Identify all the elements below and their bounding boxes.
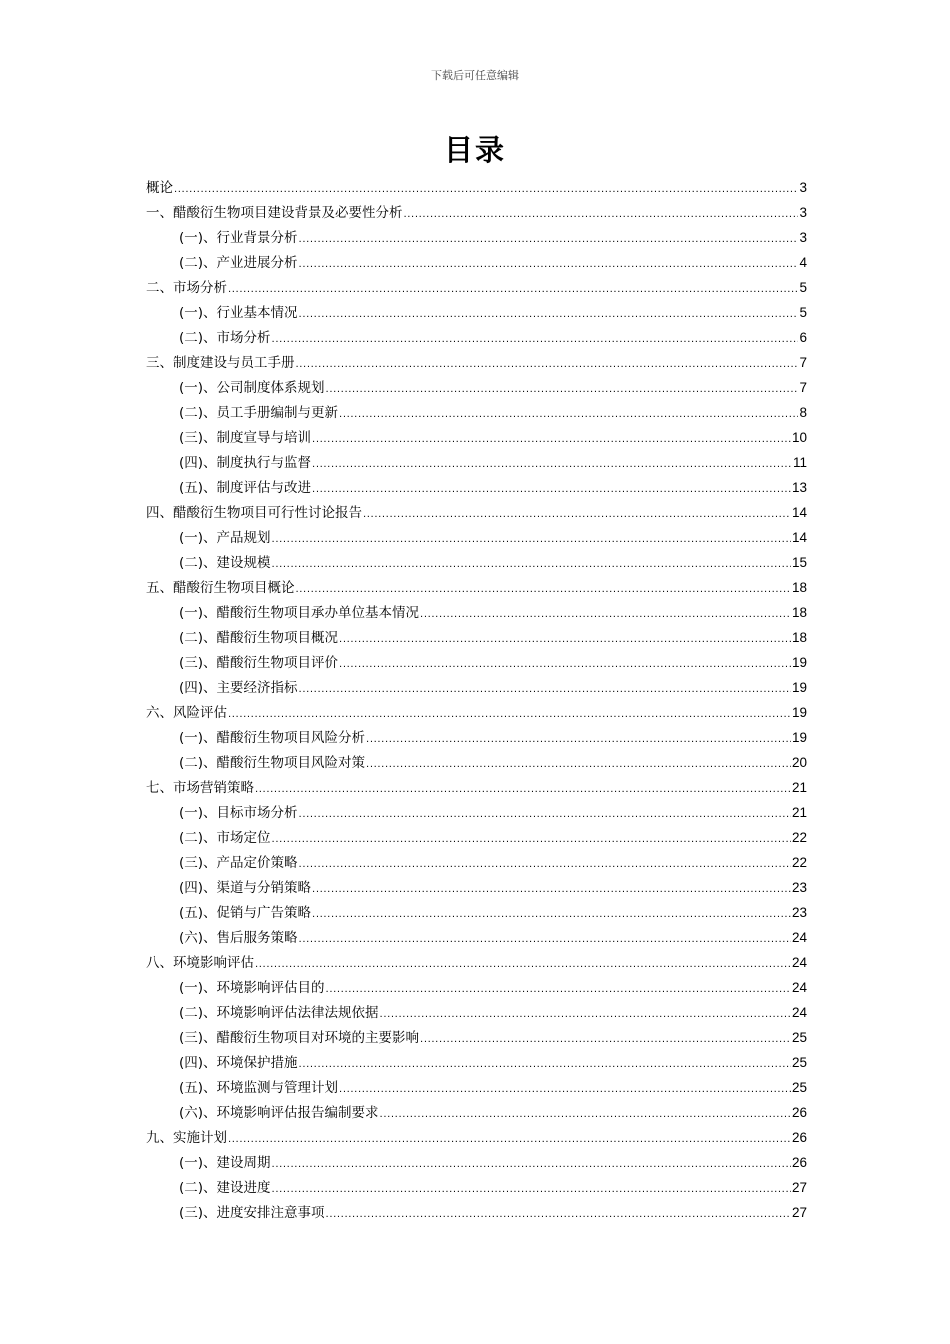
toc-entry-text: (二)、建设进度 [179, 1180, 271, 1196]
toc-dot-leader [404, 202, 799, 227]
toc-entry[interactable] [146, 1150, 807, 1175]
toc-entry-text: (三)、醋酸衍生物项目评价 [179, 655, 339, 671]
toc-page-number: 26 [791, 1155, 807, 1170]
toc-entry-text: (一)、建设周期 [179, 1155, 271, 1171]
toc-dot-leader [174, 177, 798, 202]
toc-page-number: 11 [792, 455, 807, 470]
toc-entry[interactable] [146, 675, 807, 700]
toc-dot-leader [228, 277, 798, 302]
toc-dot-leader [299, 927, 791, 952]
toc-page-number: 18 [791, 580, 807, 595]
toc-entry-text: (六)、环境影响评估报告编制要求 [179, 1105, 379, 1121]
toc-entry[interactable] [146, 775, 807, 800]
toc-dot-leader [272, 1152, 791, 1177]
toc-entry[interactable] [146, 400, 807, 425]
toc-entry-text: (三)、醋酸衍生物项目对环境的主要影响 [179, 1030, 420, 1046]
toc-dot-leader [339, 652, 791, 677]
toc-entry[interactable] [146, 650, 807, 675]
toc-title: 目录 [443, 133, 506, 167]
toc-entry-text: 四、醋酸衍生物项目可行性讨论报告 [146, 505, 362, 521]
toc-entry[interactable] [146, 325, 807, 350]
toc-entry-text: 九、实施计划 [146, 1130, 227, 1146]
toc-page-number: 19 [791, 730, 807, 745]
toc-entry-text: 一、醋酸衍生物项目建设背景及必要性分析 [146, 205, 403, 221]
toc-entry[interactable] [146, 275, 807, 300]
toc-page-number: 7 [799, 355, 807, 370]
toc-entry[interactable] [146, 900, 807, 925]
toc-entry-text: 五、醋酸衍生物项目概论 [146, 580, 295, 596]
toc-dot-leader [299, 252, 799, 277]
toc-dot-leader [272, 1177, 791, 1202]
toc-entry[interactable] [146, 575, 807, 600]
toc-dot-leader [339, 1077, 791, 1102]
toc-page-number: 21 [791, 780, 807, 795]
toc-entry-text: (五)、促销与广告策略 [179, 905, 312, 921]
toc-entry[interactable] [146, 725, 807, 750]
toc-entry[interactable] [146, 875, 807, 900]
toc-dot-leader [299, 677, 791, 702]
toc-entry[interactable] [146, 1175, 807, 1200]
toc-entry-text: (五)、制度评估与改进 [179, 480, 312, 496]
toc-entry-text: (三)、制度宣导与培训 [179, 430, 312, 446]
toc-page-number: 3 [799, 230, 807, 245]
toc-dot-leader [272, 527, 791, 552]
toc-entry[interactable] [146, 350, 807, 375]
toc-entry[interactable] [146, 475, 807, 500]
toc-entry[interactable] [146, 525, 807, 550]
toc-page-number: 25 [791, 1030, 807, 1045]
toc-entry[interactable] [146, 800, 807, 825]
toc-entry[interactable] [146, 1200, 807, 1225]
toc-entry[interactable] [146, 175, 807, 200]
toc-entry-text: (四)、制度执行与监督 [179, 455, 312, 471]
toc-entry[interactable] [146, 450, 807, 475]
toc-dot-leader [420, 602, 791, 627]
toc-entry-text: (二)、醋酸衍生物项目概况 [179, 630, 339, 646]
toc-entry[interactable] [146, 850, 807, 875]
toc-entry-text: (二)、环境影响评估法律法规依据 [179, 1005, 379, 1021]
toc-entry[interactable] [146, 200, 807, 225]
toc-page-number: 23 [791, 905, 807, 920]
toc-entry[interactable] [146, 750, 807, 775]
toc-entry-text: 三、制度建设与员工手册 [146, 355, 295, 371]
toc-dot-leader [299, 302, 799, 327]
toc-entry-text: (二)、产业进展分析 [179, 255, 298, 271]
toc-entry-text: 六、风险评估 [146, 705, 227, 721]
toc-entry-text: (四)、主要经济指标 [179, 680, 298, 696]
toc-dot-leader [255, 952, 791, 977]
toc-page-number: 18 [791, 630, 807, 645]
toc-entry[interactable] [146, 300, 807, 325]
toc-page-number: 27 [791, 1180, 807, 1195]
toc-dot-leader [228, 702, 791, 727]
toc-dot-leader [339, 402, 798, 427]
toc-page-number: 26 [791, 1105, 807, 1120]
toc-entry[interactable] [146, 700, 807, 725]
toc-entry-text: (一)、行业基本情况 [179, 305, 298, 321]
toc-dot-leader [380, 1102, 791, 1127]
toc-entry-text: (六)、售后服务策略 [179, 930, 298, 946]
toc-dot-leader [312, 877, 791, 902]
toc-dot-leader [272, 552, 791, 577]
toc-dot-leader [326, 377, 799, 402]
toc-dot-leader [272, 827, 791, 852]
toc-dot-leader [299, 227, 799, 252]
toc-page-number: 20 [791, 755, 807, 770]
toc-page-number: 23 [791, 880, 807, 895]
toc-dot-leader [299, 802, 791, 827]
toc-entry-text: (一)、醋酸衍生物项目风险分析 [179, 730, 366, 746]
toc-entry[interactable] [146, 250, 807, 275]
toc-dot-leader [326, 977, 791, 1002]
toc-dot-leader [296, 577, 791, 602]
toc-page-number: 14 [791, 505, 807, 520]
toc-entry[interactable] [146, 600, 807, 625]
toc-entry-text: (三)、产品定价策略 [179, 855, 298, 871]
toc-entry-text: (一)、目标市场分析 [179, 805, 298, 821]
toc-entry[interactable] [146, 625, 807, 650]
toc-page-number: 24 [791, 955, 807, 970]
toc-entry-text: 概论 [146, 180, 173, 196]
toc-page-number: 21 [791, 805, 807, 820]
toc-entry-text: 八、环境影响评估 [146, 955, 254, 971]
toc-entry[interactable] [146, 975, 807, 1000]
toc-entry-text: (一)、行业背景分析 [179, 230, 298, 246]
toc-page-number: 5 [799, 280, 807, 295]
toc-dot-leader [312, 902, 791, 927]
toc-entry-text: 二、市场分析 [146, 280, 227, 296]
toc-dot-leader [363, 502, 791, 527]
toc-entry-text: (五)、环境监测与管理计划 [179, 1080, 339, 1096]
toc-entry-text: (一)、产品规划 [179, 530, 271, 546]
toc-entry[interactable] [146, 925, 807, 950]
toc-entry[interactable] [146, 550, 807, 575]
toc-page-number: 3 [799, 180, 807, 195]
toc-entry-text: (三)、进度安排注意事项 [179, 1205, 325, 1221]
toc-dot-leader [366, 727, 791, 752]
toc-dot-leader [272, 327, 799, 352]
toc-page-number: 3 [799, 205, 807, 220]
toc-dot-leader [312, 427, 791, 452]
toc-dot-leader [366, 752, 791, 777]
toc-page-number: 8 [799, 405, 807, 420]
toc-dot-leader [299, 1052, 791, 1077]
toc-entry-text: (一)、醋酸衍生物项目承办单位基本情况 [179, 605, 420, 621]
toc-page-number: 24 [791, 930, 807, 945]
toc-entry-text: (二)、建设规模 [179, 555, 271, 571]
toc-entry-text: 七、市场营销策略 [146, 780, 254, 796]
toc-page-number: 19 [791, 680, 807, 695]
toc-entry[interactable] [146, 500, 807, 525]
toc-page-number: 5 [799, 305, 807, 320]
toc-entry-text: (一)、公司制度体系规划 [179, 380, 325, 396]
toc-entry[interactable] [146, 1100, 807, 1125]
toc-page-number: 15 [791, 555, 807, 570]
toc-page-number: 24 [791, 1005, 807, 1020]
toc-entry-text: (四)、环境保护措施 [179, 1055, 298, 1071]
toc-page-number: 10 [791, 430, 807, 445]
toc-entry[interactable] [146, 1075, 807, 1100]
toc-dot-leader [380, 1002, 791, 1027]
toc-entry-text: (二)、市场分析 [179, 330, 271, 346]
toc-page-number: 13 [791, 480, 807, 495]
toc-page-number: 6 [799, 330, 807, 345]
toc-page-number: 14 [791, 530, 807, 545]
toc-entry[interactable] [146, 375, 807, 400]
toc-entry[interactable] [146, 1025, 807, 1050]
toc-entry[interactable] [146, 950, 807, 975]
toc-entry-text: (四)、渠道与分销策略 [179, 880, 312, 896]
toc-page-number: 4 [799, 255, 807, 270]
toc-page-number: 26 [791, 1130, 807, 1145]
toc-page-number: 24 [791, 980, 807, 995]
toc-page-number: 19 [791, 655, 807, 670]
toc-page-number: 19 [791, 705, 807, 720]
toc-page-number: 25 [791, 1055, 807, 1070]
toc-dot-leader [255, 777, 791, 802]
toc-entry[interactable] [146, 425, 807, 450]
header-note: 下载后可任意编辑 [431, 69, 519, 82]
toc-entry-text: (二)、员工手册编制与更新 [179, 405, 339, 421]
toc-dot-leader [326, 1202, 791, 1227]
toc-dot-leader [296, 352, 799, 377]
toc-entry[interactable] [146, 825, 807, 850]
toc-page-number: 22 [791, 855, 807, 870]
toc-entry-text: (二)、醋酸衍生物项目风险对策 [179, 755, 366, 771]
toc-page-number: 7 [799, 380, 807, 395]
toc-dot-leader [312, 477, 791, 502]
toc-dot-leader [312, 452, 792, 477]
toc-dot-leader [299, 852, 791, 877]
toc-entry-text: (一)、环境影响评估目的 [179, 980, 325, 996]
toc-page-number: 18 [791, 605, 807, 620]
toc-dot-leader [228, 1127, 791, 1152]
toc-page-number: 27 [791, 1205, 807, 1220]
toc-entry[interactable] [146, 225, 807, 250]
toc-dot-leader [339, 627, 791, 652]
toc-entry[interactable] [146, 1000, 807, 1025]
toc-entry[interactable] [146, 1125, 807, 1150]
toc-entry[interactable] [146, 1050, 807, 1075]
toc-dot-leader [420, 1027, 791, 1052]
toc-list [146, 175, 807, 1225]
toc-page-number: 25 [791, 1080, 807, 1095]
toc-entry-text: (二)、市场定位 [179, 830, 271, 846]
toc-page-number: 22 [791, 830, 807, 845]
